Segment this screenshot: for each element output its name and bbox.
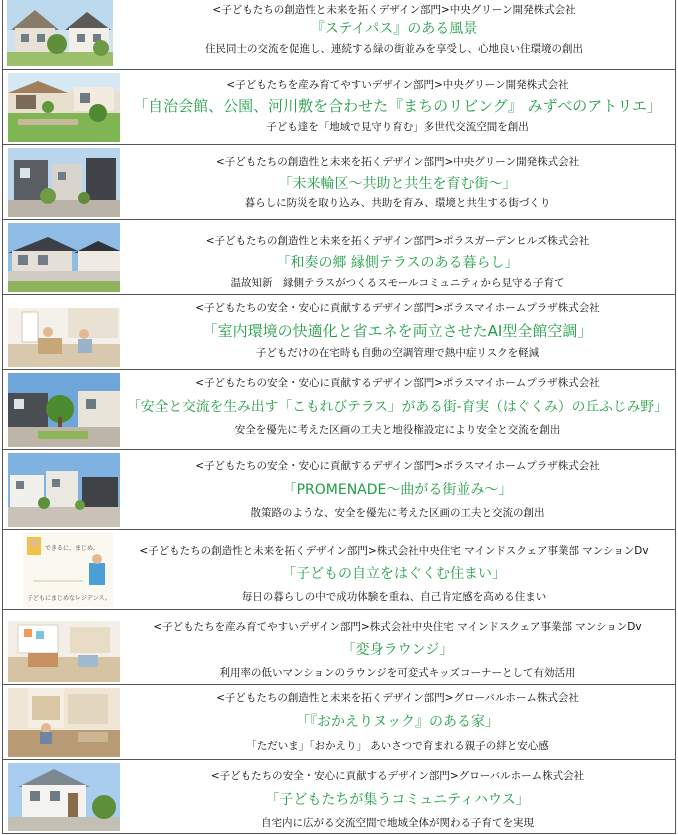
entry-title: 「未来輪区～共助と共生を育む街～」	[278, 176, 517, 192]
entry-row-9	[3, 610, 675, 685]
entry-description: 毎日の暮らしの中で成功体験を重ね、自己肯定感を高める住まい	[241, 591, 547, 603]
entry-category: <子どもたちの創造性と未来を拓くデザイン部門>グローバルホーム株式会社	[216, 692, 579, 704]
entry-description: 暮らしに防災を取り込み、共助を育み、環境と共生する街づくり	[244, 197, 551, 209]
award-table	[2, 0, 676, 834]
entry-text-4	[120, 220, 675, 294]
entry-text-11	[120, 760, 675, 833]
entry-category: <子どもたちを産み育てやすいデザイン部門>株式会社中央住宅 マインドスクェア事業部 マンションDv	[153, 621, 642, 633]
entry-row-5	[3, 295, 675, 370]
entry-category: <子どもたちの安全・安心に貢献するデザイン部門>グローバルホーム株式会社	[210, 770, 585, 782]
entry-text-1	[113, 0, 675, 69]
entry-photo-7	[8, 453, 120, 527]
entry-text-5	[120, 295, 675, 369]
entry-photo-8	[23, 533, 113, 607]
thumb-caption-top: できるに、まじめ。	[45, 545, 99, 552]
entry-row-3	[3, 145, 675, 220]
entry-row-11	[3, 760, 675, 834]
entry-photo-1	[7, 0, 113, 66]
entry-category: <子どもたちの安全・安心に貢献するデザイン部門>ポラスマイホームプラザ株式会社	[195, 377, 600, 389]
entry-photo-10	[8, 688, 120, 757]
entry-photo-11	[8, 763, 120, 831]
entry-text-8	[113, 530, 675, 609]
entry-row-6	[3, 370, 675, 450]
entry-title: 「PROMENADE～曲がる街並み～」	[282, 482, 513, 498]
entry-description: 散策路のような、安全を優先に考えた区画の工夫と交流の創出	[250, 507, 545, 519]
entry-text-7	[120, 450, 675, 529]
entry-photo-2	[8, 73, 120, 142]
entry-row-4	[3, 220, 675, 295]
entry-title: 「自治会館、公園、河川敷を合わせた『まちのリビング』 みずべのアトリエ」	[133, 97, 662, 115]
entry-category: <子どもたちの創造性と未来を拓くデザイン部門>中央グリーン開発株式会社	[215, 156, 580, 168]
entry-description: 住民同士の交流を促進し、連続する緑の街並みを享受し、心地良い住環境の創出	[205, 43, 583, 55]
entry-photo-6	[8, 373, 120, 447]
entry-description: 子どもだけの在宅時も自動の空調管理で熱中症リスクを軽減	[255, 347, 540, 359]
entry-photo-3	[8, 148, 120, 217]
entry-category: <子どもたちの創造性と未来を拓くデザイン部門>中央グリーン開発株式会社	[212, 4, 576, 16]
entry-title: 「変身ラウンジ」	[341, 642, 454, 658]
entry-description: 自宅内に広がる交流空間で地域全体が関わる子育てを実現	[261, 817, 534, 829]
entry-row-2	[3, 70, 675, 145]
entry-description: 子ども達を「地域で見守り育む」多世代交流空間を創出	[266, 121, 529, 133]
entry-description: 「ただいま」「おかえり」 あいさつで育まれる親子の絆と安心感	[246, 740, 549, 752]
entry-title: 「室内環境の快適化と省エネを両立させたAI型全館空調」	[202, 322, 593, 340]
entry-title: 「『おかえりヌック』のある家」	[296, 714, 499, 730]
entry-text-2	[120, 70, 675, 144]
entry-description: 安全を優先に考えた区画の工夫と地役権設定により安全と交流を創出	[234, 424, 561, 436]
entry-photo-9	[8, 613, 120, 682]
entry-category: <子どもたちの安全・安心に貢献するデザイン部門>ポラスマイホームプラザ株式会社	[195, 460, 600, 472]
entry-title: 「安全と交流を生み出す「こもれびテラス」がある街-育実（はぐくみ）の丘ふじみ野」	[127, 399, 668, 415]
thumb-caption-bottom: 子どもにまじめなレジデンス。	[27, 595, 111, 602]
entry-title: 「和奏の郷 縁側テラスのある暮らし」	[276, 255, 519, 271]
entry-category: <子どもたちの創造性と未来を拓くデザイン部門>株式会社中央住宅 マインドスクェア事業部 マンションDv	[139, 545, 649, 557]
entry-text-6	[120, 370, 675, 449]
entry-description: 温故知新 縁側テラスがつくるスモールコミュニティから見守る子育て	[230, 277, 565, 289]
entry-category: <子どもたちの創造性と未来を拓くデザイン部門>ポラスガーデンヒルズ株式会社	[205, 235, 590, 247]
entry-category: <子どもたちの安全・安心に貢献するデザイン部門>ポラスマイホームプラザ株式会社	[195, 302, 600, 314]
entry-category: <子どもたちを産み育てやすいデザイン部門>中央グリーン開発株式会社	[226, 79, 569, 91]
entry-title: 『ステイパス』のある風景	[310, 21, 478, 37]
entry-row-8	[3, 530, 675, 610]
entry-row-1	[3, 0, 675, 70]
entry-photo-5	[8, 298, 120, 367]
entry-title: 「子どもの自立をはぐくむ住まい」	[282, 566, 506, 582]
entry-row-7	[3, 450, 675, 530]
entry-photo-4	[8, 223, 120, 292]
entry-text-3	[120, 145, 675, 219]
entry-text-10	[120, 685, 675, 759]
entry-text-9	[120, 610, 675, 684]
entry-row-10	[3, 685, 675, 760]
entry-title: 「子どもたちが集うコミュニティハウス」	[265, 792, 530, 808]
entry-description: 利用率の低いマンションのラウンジを可変式キッズコーナーとして有効活用	[219, 667, 576, 679]
